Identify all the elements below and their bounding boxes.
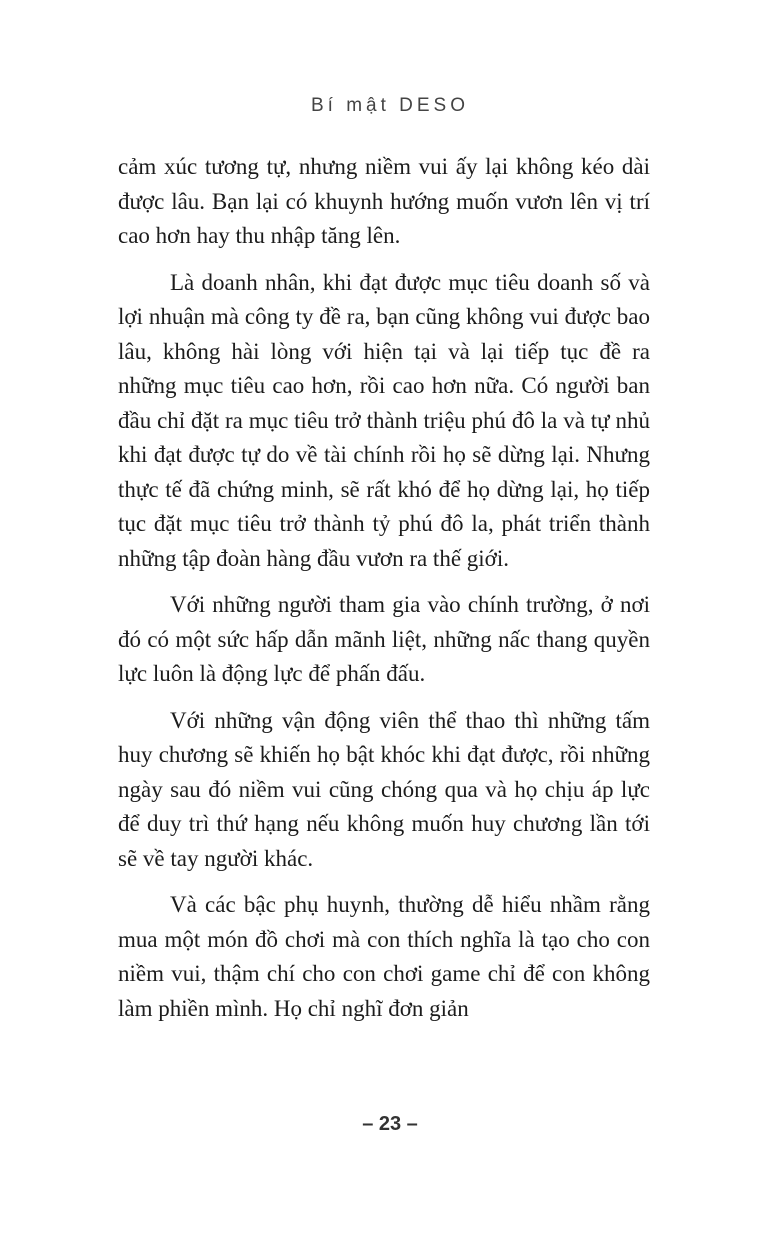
running-header: Bí mật DESO bbox=[310, 95, 470, 116]
body-text bbox=[118, 150, 650, 1038]
paragraph-politics: Với những người tham gia vào chính trường, ở nơi đó có một sức hấp dẫn mãnh liệt, những nấc thang quyền lực luôn là động lực để phấn đấu. bbox=[118, 592, 650, 686]
paragraph-business: Là doanh nhân, khi đạt được mục tiêu doanh số và lợi nhuận mà công ty đề ra, bạn cũng không vui được bao lâu, không hài lòng với hiện tại và lại tiếp tục đề ra những mục tiêu cao hơn, rồi cao hơn nữa. Có người ban đầu chỉ đặt ra mục tiêu trở thành triệu phú đô la và tự nhủ khi đạt được tự do về tài chính rồi họ sẽ dừng lại. Nhưng thực tế đã chứng minh, sẽ rất khó để họ dừng lại, họ tiếp tục đặt mục tiêu trở thành tỷ phú đô la, phát triển thành những tập đoàn hàng đầu vươn ra thế giới. bbox=[118, 269, 650, 571]
page-number: – 23 – bbox=[362, 1113, 418, 1135]
paragraph-parents: Và các bậc phụ huynh, thường dễ hiểu nhầm rằng mua một món đồ chơi mà con thích nghĩa là tạo cho con niềm vui, thậm chí cho con chơi game chỉ để con không làm phiền mình. Họ chỉ nghĩ đơn giản bbox=[118, 892, 650, 1021]
paragraph-athletes: Với những vận động viên thể thao thì những tấm huy chương sẽ khiến họ bật khóc khi đạt được, rồi những ngày sau đó niềm vui cũng chóng qua và họ chịu áp lực để duy trì thứ hạng nếu không muốn huy chương lần tới sẽ về tay người khác. bbox=[118, 707, 650, 871]
paragraph-continuation: cảm xúc tương tự, nhưng niềm vui ấy lại không kéo dài được lâu. Bạn lại có khuynh hướng muốn vươn lên vị trí cao hơn hay thu nhập tăng lên. bbox=[118, 154, 650, 248]
